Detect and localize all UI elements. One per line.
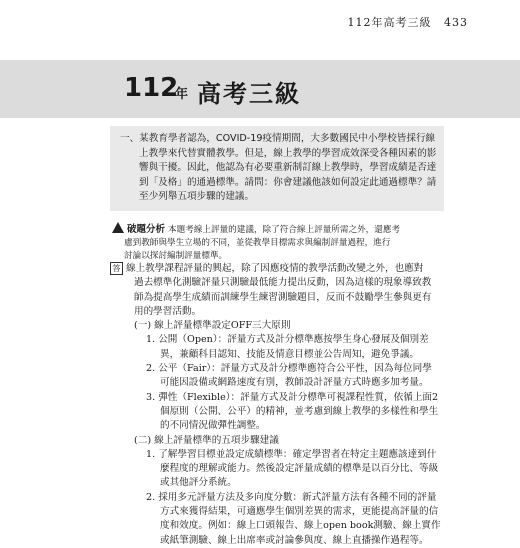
list-item-line: 或紙筆測驗、線上出席率或討論參與度、線上直播操作過程等。 — [160, 534, 429, 546]
year-number: 112 — [124, 73, 179, 103]
list-item-line: 1. 了解學習目標並設定成績標準：確定學習者在特定主題應該達到什 — [146, 448, 437, 460]
running-title: 112年高考三級 — [347, 16, 432, 29]
question-line: 到「及格」的通過標準。請問：你會建議他該如何設定此通過標準？請 — [139, 176, 437, 188]
analysis-block — [112, 222, 432, 262]
list-item-line: 或其他評分系統。 — [160, 477, 237, 489]
list-item-line: 的不同情況做彈性調整。 — [160, 420, 266, 432]
list-item-line: 3. 彈性（Flexible）：評量方式及計分標準可視課程性質，依循上面2 — [146, 391, 439, 403]
list-item-line: 方式來獲得結果，可適應學生個別差異的需求，更能提高評量的信 — [160, 506, 439, 518]
section-heading: (一) 線上評量標準設定OFF三大原則 — [134, 320, 291, 332]
exam-name: 高考三級 — [197, 80, 301, 108]
question-line: 至少列舉五項步驟的建議。 — [139, 191, 255, 202]
warning-icon — [112, 222, 124, 233]
list-item-line: 1. 公開（Open）：評量方式及計分標準應按學生身心發展及個別差 — [146, 334, 429, 346]
analysis-line: 討論以探討編制評量標準。 — [124, 250, 228, 261]
answer-intro-line: 過去標準化測驗評量只測驗最低能力提出反動，因為這樣的現象導致教 — [134, 277, 432, 289]
list-item-line: 異，兼顧科目認知、技能及情意目標並公告周知，避免爭議。 — [160, 348, 420, 360]
answer-block — [110, 262, 440, 548]
list-item-line: 度和效度。例如：線上口頭報告、線上open book測驗、線上實作 — [160, 520, 441, 532]
list-item-line: 可能因設備或網路速度有別，教師設計評量方式時應多加考量。 — [160, 377, 429, 389]
question-line: 一、某教育學者認為，COVID-19疫情期間，大多數國民中小學校皆採行線 — [120, 133, 436, 144]
answer-intro-line: 用的學習活動。 — [134, 305, 202, 317]
question-line: 上教學來代替實體教學。但是，線上教學的學習成效深受各種因素的影 — [139, 147, 437, 159]
answer-intro-line: 線上教學課程評量的興起，除了因應疫情的教學活動改變之外，也應對 — [126, 263, 424, 274]
list-item-line: 2. 採用多元評量方法及多向度分數：新式評量方法有各種不同的評量 — [146, 491, 437, 503]
running-head — [348, 14, 469, 30]
page-number: 433 — [444, 16, 468, 29]
analysis-line: 本題考線上評量的建議，除了符合線上評量所需之外，還應考 — [168, 225, 401, 235]
answer-badge: 答 — [110, 262, 123, 275]
title-band — [0, 60, 520, 118]
year-unit: 年 — [175, 87, 189, 102]
list-item-line: 個原則（公開、公平）的精神，並考慮到線上教學的多樣性和學生 — [160, 405, 439, 417]
list-item-line: 2. 公平（Fair）：評量方式及計分標準應符合公平性，因為每位同學 — [146, 363, 432, 375]
analysis-line: 慮到教師與學生立場的不同，並從教學目標需求與編制評量過程，進行 — [124, 237, 391, 248]
analysis-label: 破題分析 — [127, 224, 166, 235]
answer-intro-line: 師為提高學生成績而訓練學生練習測驗題目，反而不鼓勵學生參與更有 — [134, 291, 432, 303]
list-item-line: 麼程度的理解或能力。然後設定評量成績的標準是以百分比、等級 — [160, 463, 439, 475]
question-box — [110, 126, 444, 211]
section-heading: (二) 線上評量標準的五項步驟建議 — [134, 434, 279, 446]
question-line: 響與干擾。因此，他認為有必要重新制訂線上教學時，學習成績是否達 — [139, 162, 437, 173]
